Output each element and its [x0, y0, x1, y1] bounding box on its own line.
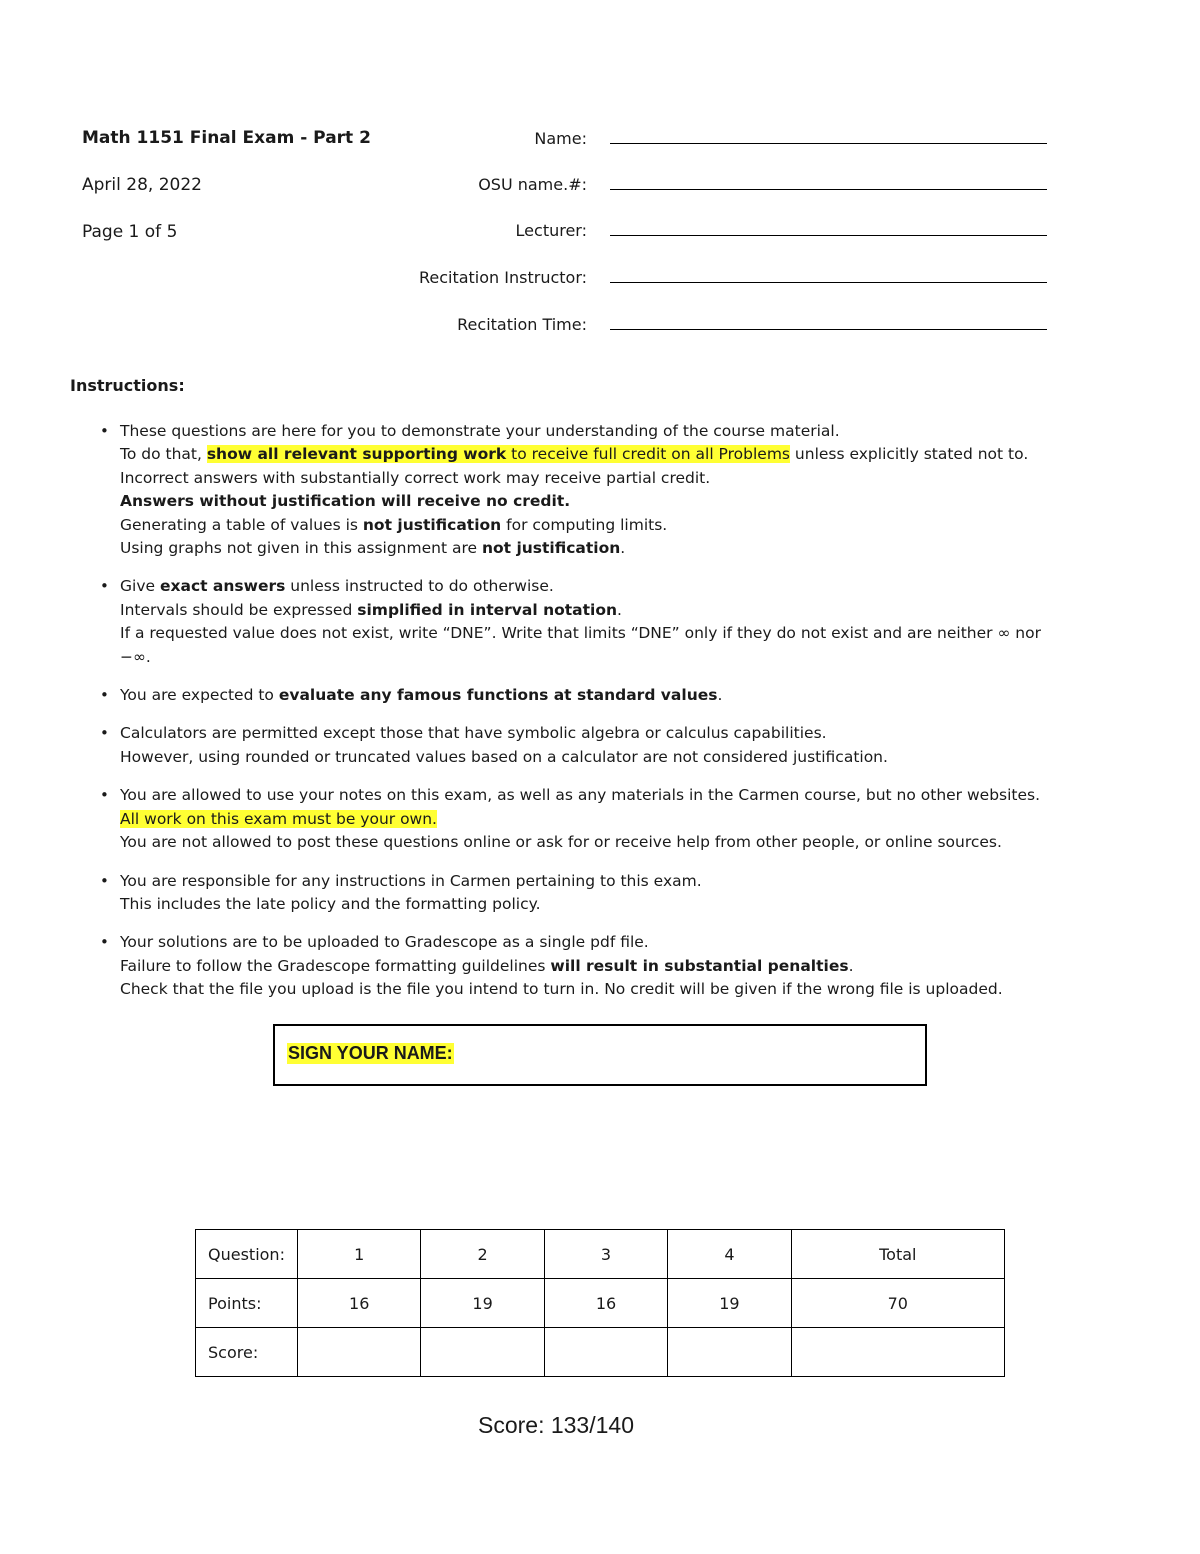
exam-title: Math 1151 Final Exam - Part 2 — [82, 128, 371, 148]
instruction-item-work: • These questions are here for you to demonstrate your understanding of the course material. To do that, show all relevant supporting work to receive full credit on all Problems unless explicitly stated not to. Incorrect answers with substantially correct work may receive partial credit. Answers without justification will receive no credit. Generating a table of values is not justification for computing limits. Using graphs not given in this assignment are not justification. — [100, 420, 1140, 560]
recitation-time-field[interactable] — [610, 329, 1047, 330]
final-score: Score: 133/140 — [477, 1412, 634, 1438]
osu-name-field[interactable] — [610, 189, 1047, 190]
table-cell: 2 — [421, 1230, 544, 1279]
instruction-item-famous: • You are expected to evaluate any famous functions at standard values. — [100, 684, 1140, 707]
table-cell: Total — [791, 1230, 1004, 1279]
score-input-cell[interactable] — [668, 1328, 791, 1377]
table-cell: 70 — [791, 1279, 1004, 1328]
score-input-cell[interactable] — [421, 1328, 544, 1377]
instruction-item-carmen: • You are responsible for any instructions in Carmen pertaining to this exam. This includes the late policy and the formatting policy. — [100, 870, 1140, 917]
score-table — [195, 1229, 1005, 1377]
instruction-item-notes: • You are allowed to use your notes on this exam, as well as any materials in the Carmen course, but no other websites. All work on this exam must be your own. You are not allowed to post these questions online or ask for or receive help from other people, or online sources. — [100, 784, 1140, 854]
recitation-instructor-label: Recitation Instructor: — [418, 268, 587, 287]
lecturer-label: Lecturer: — [515, 221, 587, 240]
osu-name-label: OSU name.#: — [478, 175, 587, 194]
instruction-item-gradescope: • Your solutions are to be uploaded to Gradescope as a single pdf file. Failure to follow the Gradescope formatting guildelines will result in substantial penalties. Check that the file you upload is the file you intend to turn in. No credit will be given if the wrong file is uploaded. — [100, 931, 1140, 1001]
instructions-list — [100, 420, 1140, 1017]
table-cell: 1 — [298, 1230, 421, 1279]
score-input-cell[interactable] — [544, 1328, 667, 1377]
table-cell: 19 — [421, 1279, 544, 1328]
instructions-title: Instructions: — [70, 376, 185, 395]
table-cell: 4 — [668, 1230, 791, 1279]
table-row-score — [196, 1328, 1005, 1377]
recitation-time-label: Recitation Time: — [457, 315, 587, 334]
instruction-item-exact: • Give exact answers unless instructed to do otherwise. Intervals should be expressed simplified in interval notation. If a requested value does not exist, write “DNE”. Write that limits “DNE” only if they do not exist and are neither ∞ nor −∞. — [100, 575, 1140, 669]
sign-name-label: SIGN YOUR NAME: — [288, 1043, 453, 1063]
page-number: Page 1 of 5 — [82, 222, 178, 242]
table-row-points — [196, 1279, 1005, 1328]
table-cell: 16 — [298, 1279, 421, 1328]
table-cell: 19 — [668, 1279, 791, 1328]
table-cell: Points: — [196, 1279, 298, 1328]
table-cell: Score: — [196, 1328, 298, 1377]
name-field[interactable] — [610, 143, 1047, 144]
lecturer-field[interactable] — [610, 235, 1047, 236]
table-cell: 3 — [544, 1230, 667, 1279]
name-label: Name: — [534, 129, 587, 148]
instruction-item-calculators: • Calculators are permitted except those that have symbolic algebra or calculus capabilities. However, using rounded or truncated values based on a calculator are not considered justification. — [100, 722, 1140, 769]
score-input-cell[interactable] — [791, 1328, 1004, 1377]
signature-box[interactable] — [273, 1024, 927, 1086]
table-cell: 16 — [544, 1279, 667, 1328]
table-cell: Question: — [196, 1230, 298, 1279]
exam-date: April 28, 2022 — [82, 175, 202, 195]
table-row-question — [196, 1230, 1005, 1279]
recitation-instructor-field[interactable] — [610, 282, 1047, 283]
score-input-cell[interactable] — [298, 1328, 421, 1377]
